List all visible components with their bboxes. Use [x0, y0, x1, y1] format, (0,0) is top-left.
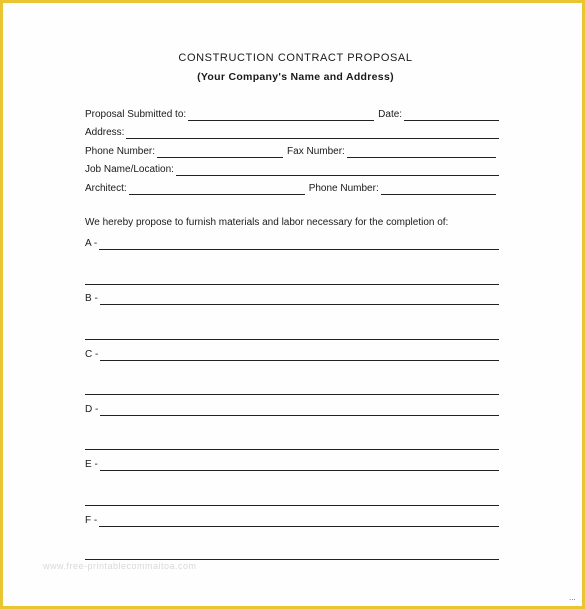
item-label: B - [85, 293, 98, 304]
item-continuation-line[interactable] [85, 505, 499, 506]
item-line[interactable] [99, 515, 499, 527]
item-label: A - [85, 238, 98, 249]
row-proposal-date [85, 107, 499, 121]
job-location-line[interactable] [176, 164, 499, 176]
item-line[interactable] [100, 404, 499, 416]
item-row-a [85, 236, 499, 250]
item-line[interactable] [100, 459, 499, 471]
row-architect-phone [85, 181, 499, 195]
fax-number-line[interactable] [347, 146, 496, 158]
row-address [85, 125, 499, 139]
item-continuation-line[interactable] [85, 449, 499, 450]
architect-phone-line[interactable] [381, 183, 496, 195]
scope-intro-text: We hereby propose to furnish materials and labor necessary for the completion of: [85, 217, 449, 228]
item-line[interactable] [99, 238, 499, 250]
architect-line[interactable] [129, 183, 305, 195]
item-row-c [85, 347, 499, 361]
proposal-submitted-line[interactable] [188, 109, 374, 121]
item-label: D - [85, 404, 99, 415]
architect-label: Architect: [85, 183, 127, 194]
address-line[interactable] [126, 127, 499, 139]
item-label: C - [85, 349, 99, 360]
item-line[interactable] [100, 349, 499, 361]
row-job-location [85, 162, 499, 176]
item-row-d [85, 402, 499, 416]
date-label: Date: [378, 109, 403, 120]
item-row-b [85, 291, 499, 305]
item-continuation-line[interactable] [85, 284, 499, 285]
item-line[interactable] [100, 293, 499, 305]
fax-number-label: Fax Number: [287, 146, 345, 157]
item-label: F - [85, 515, 98, 526]
phone-number-label: Phone Number: [85, 146, 156, 157]
phone-number-line[interactable] [157, 146, 283, 158]
company-name-subtitle: (Your Company's Name and Address) [197, 71, 394, 83]
item-label: E - [85, 459, 98, 470]
proposal-submitted-label: Proposal Submitted to: [85, 109, 187, 120]
item-continuation-line[interactable] [85, 394, 499, 395]
item-continuation-line[interactable] [85, 559, 499, 560]
job-location-label: Job Name/Location: [85, 164, 174, 175]
page-indicator: ... [569, 593, 576, 602]
item-continuation-line[interactable] [85, 339, 499, 340]
address-label: Address: [85, 127, 125, 138]
document-title: CONSTRUCTION CONTRACT PROPOSAL [178, 52, 413, 64]
item-row-f [85, 513, 499, 527]
row-phone-fax [85, 144, 499, 158]
watermark-text: www.free-printablecommaitoa.com [43, 561, 197, 571]
item-row-e [85, 457, 499, 471]
date-line[interactable] [404, 109, 499, 121]
architect-phone-label: Phone Number: [308, 183, 379, 194]
